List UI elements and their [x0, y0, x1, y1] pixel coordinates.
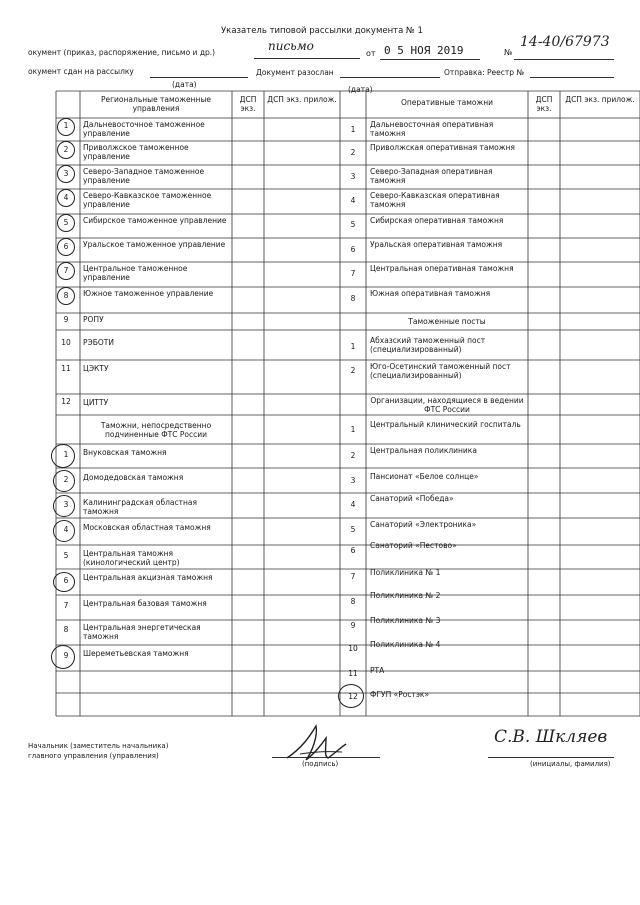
date-stamp: 0 5 НОЯ 2019	[384, 44, 464, 57]
left-customs-name: Внуковская таможня	[83, 448, 167, 457]
selection-circle	[57, 189, 75, 207]
selection-circle	[57, 165, 75, 183]
left-row-name: Уральское таможенное управление	[83, 240, 226, 249]
posts-section-header: Таможенные посты	[408, 317, 486, 326]
left-row-name: Центральное таможенное управление	[83, 264, 188, 282]
org-name: Центральный клинический госпиталь	[370, 420, 521, 429]
right-row-name: Центральная оперативная таможня	[370, 264, 514, 273]
right-row-name: Южная оперативная таможня	[370, 289, 491, 298]
post-name: Юго-Осетинский таможенный пост (специализированный)	[370, 362, 511, 380]
left-row-name: РЭБОТИ	[83, 338, 114, 347]
sent-label: Документ разослан	[256, 68, 334, 77]
date-caption-left: (дата)	[172, 80, 197, 89]
org-name: Поликлиника № 2	[370, 591, 441, 600]
post-number: 1	[350, 342, 356, 351]
selection-circle	[57, 214, 75, 232]
date-caption-right: (дата)	[348, 85, 373, 94]
left-customs-name: Московская областная таможня	[83, 523, 211, 532]
right-row-number: 3	[350, 172, 356, 181]
name-underline	[488, 757, 614, 758]
right-header-dsp: ДСП экз.	[535, 95, 553, 113]
right-row-name: Северо-Западная оперативная таможня	[370, 167, 493, 185]
left-row-number: 3	[63, 169, 69, 178]
right-row-number: 1	[350, 125, 356, 134]
left-row-name: Сибирское таможенное управление	[83, 216, 227, 225]
selection-circle	[51, 444, 75, 468]
orgs-section-header: Организации, находящиеся в ведении ФТС России	[370, 396, 524, 414]
left-row-number: 6	[63, 242, 69, 251]
left-row-number: 8	[63, 291, 69, 300]
date-prefix: от	[366, 49, 376, 58]
org-number: 12	[348, 692, 358, 701]
org-number: 7	[350, 572, 356, 581]
left-row-number: 4	[63, 193, 69, 202]
org-number: 11	[348, 669, 358, 678]
right-row-name: Северо-Кавказская оперативная таможня	[370, 191, 500, 209]
selection-circle	[53, 495, 75, 517]
right-row-number: 6	[350, 245, 356, 254]
right-row-number: 8	[350, 294, 356, 303]
org-number: 10	[348, 644, 358, 653]
left-customs-number: 5	[63, 551, 69, 560]
selection-circle	[57, 238, 75, 256]
org-name: Поликлиника № 1	[370, 568, 441, 577]
right-row-number: 5	[350, 220, 356, 229]
handwritten-signature	[282, 718, 362, 766]
name-caption: (инициалы, фамилия)	[530, 760, 611, 768]
org-number: 4	[350, 500, 356, 509]
signatory-name: С.В. Шкляев	[494, 727, 608, 747]
org-name: Центральная поликлиника	[370, 446, 477, 455]
org-name: ФГУП «Ростэк»	[370, 690, 430, 699]
chief-label-line2: главного управления (управления)	[28, 752, 159, 760]
org-name: РТА	[370, 666, 385, 675]
issued-label: окумент сдан на рассылку	[28, 67, 134, 76]
left-customs-name: Центральная базовая таможня	[83, 599, 207, 608]
left-header-dsp-appendix: ДСП экз. прилож.	[267, 95, 337, 104]
right-row-number: 2	[350, 148, 356, 157]
left-row-number: 7	[63, 266, 69, 275]
right-row-name: Приволжская оперативная таможня	[370, 143, 515, 152]
org-name: Санаторий «Пестово»	[370, 541, 457, 550]
left-row-number: 5	[63, 218, 69, 227]
left-customs-name: Домодедовская таможня	[83, 473, 184, 482]
left-row-name: Северо-Кавказское таможенное управление	[83, 191, 212, 209]
document-type-value: письмо	[268, 39, 314, 53]
left-row-number: 10	[61, 338, 71, 347]
org-number: 2	[350, 451, 356, 460]
left-header-name: Региональные таможенные управления	[100, 95, 211, 113]
left-row-number: 11	[61, 364, 71, 373]
right-header-name: Оперативные таможни	[400, 98, 493, 107]
selection-circle	[57, 287, 75, 305]
left-row-name: ЦИТТУ	[83, 398, 109, 407]
org-number: 9	[350, 621, 356, 630]
selection-circle	[53, 470, 75, 492]
right-header-dsp-appendix: ДСП экз. прилож.	[565, 95, 635, 104]
left-row-number: 1	[63, 121, 69, 130]
left-customs-number: 3	[63, 500, 69, 509]
post-number: 2	[350, 366, 356, 375]
left-customs-name: Центральная энергетическая таможня	[83, 623, 201, 641]
left-row-number: 9	[63, 315, 69, 324]
left-row-name: Южное таможенное управление	[83, 289, 214, 298]
number-prefix: №	[504, 48, 513, 57]
left-customs-number: 9	[63, 651, 69, 660]
org-number: 1	[350, 425, 356, 434]
document-title: Указатель типовой рассылки документа № 1	[221, 26, 423, 36]
left-customs-number: 4	[63, 525, 69, 534]
selection-circle	[51, 645, 75, 669]
org-name: Поликлиника № 4	[370, 640, 441, 649]
selection-circle	[57, 141, 75, 159]
document-number: 14-40/67973	[520, 34, 610, 50]
left-customs-name: Центральная таможня (кинологический центр)	[83, 549, 180, 567]
selection-circle	[57, 118, 75, 136]
chief-label-line1: Начальник (заместитель начальника)	[28, 742, 169, 750]
left-customs-name: Шереметьевская таможня	[83, 649, 189, 658]
left-customs-number: 2	[63, 475, 69, 484]
left-customs-number: 7	[63, 601, 69, 610]
signature-caption: (подпись)	[302, 760, 339, 768]
left-row-name: Дальневосточное таможенное управление	[83, 120, 205, 138]
left-customs-number: 1	[63, 450, 69, 459]
left-customs-name: Калининградская областная таможня	[83, 498, 198, 516]
left-row-name: ЦЭКТУ	[83, 364, 109, 373]
left-row-name: Северо-Западное таможенное управление	[83, 167, 205, 185]
org-number: 3	[350, 476, 356, 485]
document-type-label: окумент (приказ, распоряжение, письмо и др.)	[28, 48, 216, 57]
selection-circle	[338, 684, 364, 708]
right-row-name: Сибирская оперативная таможня	[370, 216, 504, 225]
org-number: 8	[350, 597, 356, 606]
org-name: Поликлиника № 3	[370, 616, 441, 625]
right-row-number: 7	[350, 269, 356, 278]
left-section2-header: Таможни, непосредственно подчиненные ФТС России	[100, 421, 212, 439]
left-header-dsp: ДСП экз.	[239, 95, 257, 113]
left-customs-number: 8	[63, 625, 69, 634]
left-row-name: Приволжское таможенное управление	[83, 143, 189, 161]
right-row-name: Дальневосточная оперативная таможня	[370, 120, 494, 138]
right-row-number: 4	[350, 196, 356, 205]
org-name: Санаторий «Победа»	[370, 494, 454, 503]
org-number: 5	[350, 525, 356, 534]
org-number: 6	[350, 546, 356, 555]
org-name: Пансионат «Белое солнце»	[370, 472, 479, 481]
post-name: Абхазский таможенный пост (специализированный)	[370, 336, 486, 354]
left-row-number: 12	[61, 397, 71, 406]
left-row-number: 2	[63, 145, 69, 154]
left-customs-number: 6	[63, 576, 69, 585]
right-row-name: Уральская оперативная таможня	[370, 240, 503, 249]
selection-circle	[53, 520, 75, 542]
left-row-name: РОПУ	[83, 315, 104, 324]
selection-circle	[53, 572, 75, 592]
left-customs-name: Центральная акцизная таможня	[83, 573, 213, 582]
selection-circle	[57, 262, 75, 280]
org-name: Санаторий «Электроника»	[370, 520, 477, 529]
sender-label: Отправка: Реестр №	[444, 68, 525, 77]
